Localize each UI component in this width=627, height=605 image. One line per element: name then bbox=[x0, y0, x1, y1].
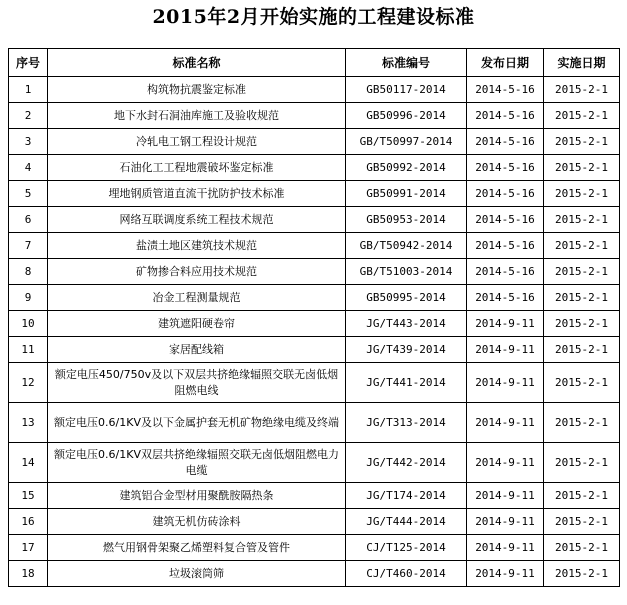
row-publish-date: 2014-5-16 bbox=[467, 103, 544, 129]
row-effective-date: 2015-2-1 bbox=[544, 337, 620, 363]
header-row bbox=[9, 49, 620, 77]
row-standard-code: CJ/T460-2014 bbox=[346, 561, 467, 587]
row-effective-date: 2015-2-1 bbox=[544, 311, 620, 337]
table-row bbox=[9, 259, 620, 285]
row-effective-date: 2015-2-1 bbox=[544, 561, 620, 587]
table-row bbox=[9, 535, 620, 561]
row-standard-name: 垃圾滚筒筛 bbox=[48, 561, 346, 587]
row-serial: 12 bbox=[9, 363, 48, 403]
row-standard-code: JG/T313-2014 bbox=[346, 403, 467, 443]
header-publish-date: 发布日期 bbox=[467, 49, 544, 77]
row-standard-name: 额定电压0.6/1KV及以下金属护套无机矿物绝缘电缆及终端 bbox=[48, 403, 346, 443]
row-effective-date: 2015-2-1 bbox=[544, 233, 620, 259]
table-row bbox=[9, 103, 620, 129]
row-publish-date: 2014-9-11 bbox=[467, 363, 544, 403]
header-effective-date: 实施日期 bbox=[544, 49, 620, 77]
row-standard-code: JG/T442-2014 bbox=[346, 443, 467, 483]
row-serial: 13 bbox=[9, 403, 48, 443]
row-effective-date: 2015-2-1 bbox=[544, 509, 620, 535]
row-serial: 17 bbox=[9, 535, 48, 561]
row-publish-date: 2014-9-11 bbox=[467, 509, 544, 535]
row-publish-date: 2014-9-11 bbox=[467, 337, 544, 363]
row-serial: 6 bbox=[9, 207, 48, 233]
row-effective-date: 2015-2-1 bbox=[544, 483, 620, 509]
row-standard-name: 盐渍土地区建筑技术规范 bbox=[48, 233, 346, 259]
row-standard-code: JG/T443-2014 bbox=[346, 311, 467, 337]
row-effective-date: 2015-2-1 bbox=[544, 77, 620, 103]
row-standard-code: JG/T444-2014 bbox=[346, 509, 467, 535]
row-publish-date: 2014-5-16 bbox=[467, 129, 544, 155]
row-publish-date: 2014-9-11 bbox=[467, 483, 544, 509]
row-standard-code: GB50991-2014 bbox=[346, 181, 467, 207]
row-publish-date: 2014-9-11 bbox=[467, 403, 544, 443]
row-standard-code: GB50995-2014 bbox=[346, 285, 467, 311]
table-row bbox=[9, 233, 620, 259]
row-effective-date: 2015-2-1 bbox=[544, 207, 620, 233]
row-serial: 15 bbox=[9, 483, 48, 509]
row-publish-date: 2014-5-16 bbox=[467, 259, 544, 285]
row-standard-code: GB/T50942-2014 bbox=[346, 233, 467, 259]
row-serial: 2 bbox=[9, 103, 48, 129]
row-standard-name: 冷轧电工钢工程设计规范 bbox=[48, 129, 346, 155]
row-standard-name: 地下水封石洞油库施工及验收规范 bbox=[48, 103, 346, 129]
row-publish-date: 2014-5-16 bbox=[467, 207, 544, 233]
row-publish-date: 2014-9-11 bbox=[467, 561, 544, 587]
header-standard-code: 标准编号 bbox=[346, 49, 467, 77]
header-standard-name: 标准名称 bbox=[48, 49, 346, 77]
row-standard-name: 燃气用钢骨架聚乙烯塑料复合管及管件 bbox=[48, 535, 346, 561]
row-standard-name: 石油化工工程地震破坏鉴定标准 bbox=[48, 155, 346, 181]
row-publish-date: 2014-9-11 bbox=[467, 535, 544, 561]
row-standard-code: CJ/T125-2014 bbox=[346, 535, 467, 561]
row-standard-name: 建筑无机仿砖涂料 bbox=[48, 509, 346, 535]
row-standard-name: 埋地钢质管道直流干扰防护技术标准 bbox=[48, 181, 346, 207]
page-title: 2015年2月开始实施的工程建设标准 bbox=[152, 6, 475, 28]
table-row bbox=[9, 77, 620, 103]
row-serial: 11 bbox=[9, 337, 48, 363]
row-standard-name: 建筑铝合金型材用聚酰胺隔热条 bbox=[48, 483, 346, 509]
row-standard-name: 网络互联调度系统工程技术规范 bbox=[48, 207, 346, 233]
row-standard-code: GB50953-2014 bbox=[346, 207, 467, 233]
table-row bbox=[9, 155, 620, 181]
row-serial: 4 bbox=[9, 155, 48, 181]
row-serial: 7 bbox=[9, 233, 48, 259]
row-effective-date: 2015-2-1 bbox=[544, 181, 620, 207]
table-row bbox=[9, 403, 620, 443]
table-row bbox=[9, 561, 620, 587]
row-standard-name: 建筑遮阳硬卷帘 bbox=[48, 311, 346, 337]
table-row bbox=[9, 129, 620, 155]
row-effective-date: 2015-2-1 bbox=[544, 129, 620, 155]
table-row bbox=[9, 483, 620, 509]
row-standard-code: JG/T441-2014 bbox=[346, 363, 467, 403]
row-publish-date: 2014-9-11 bbox=[467, 311, 544, 337]
row-standard-code: JG/T174-2014 bbox=[346, 483, 467, 509]
row-standard-name: 家居配线箱 bbox=[48, 337, 346, 363]
row-serial: 1 bbox=[9, 77, 48, 103]
row-serial: 3 bbox=[9, 129, 48, 155]
row-standard-code: GB/T51003-2014 bbox=[346, 259, 467, 285]
table-row bbox=[9, 363, 620, 403]
row-publish-date: 2014-9-11 bbox=[467, 443, 544, 483]
row-publish-date: 2014-5-16 bbox=[467, 77, 544, 103]
row-standard-code: GB50992-2014 bbox=[346, 155, 467, 181]
row-serial: 9 bbox=[9, 285, 48, 311]
row-serial: 14 bbox=[9, 443, 48, 483]
row-serial: 18 bbox=[9, 561, 48, 587]
table-row bbox=[9, 443, 620, 483]
row-publish-date: 2014-5-16 bbox=[467, 285, 544, 311]
row-serial: 16 bbox=[9, 509, 48, 535]
row-effective-date: 2015-2-1 bbox=[544, 103, 620, 129]
row-serial: 8 bbox=[9, 259, 48, 285]
row-effective-date: 2015-2-1 bbox=[544, 285, 620, 311]
row-effective-date: 2015-2-1 bbox=[544, 535, 620, 561]
row-serial: 5 bbox=[9, 181, 48, 207]
row-publish-date: 2014-5-16 bbox=[467, 181, 544, 207]
table-row bbox=[9, 311, 620, 337]
row-effective-date: 2015-2-1 bbox=[544, 403, 620, 443]
row-standard-name: 额定电压0.6/1KV双层共挤绝缘辐照交联无卤低烟阻燃电力电缆 bbox=[48, 443, 346, 483]
row-standard-code: GB/T50997-2014 bbox=[346, 129, 467, 155]
row-publish-date: 2014-5-16 bbox=[467, 155, 544, 181]
row-effective-date: 2015-2-1 bbox=[544, 363, 620, 403]
row-effective-date: 2015-2-1 bbox=[544, 259, 620, 285]
row-standard-name: 矿物掺合料应用技术规范 bbox=[48, 259, 346, 285]
row-standard-name: 冶金工程测量规范 bbox=[48, 285, 346, 311]
table-row bbox=[9, 509, 620, 535]
row-serial: 10 bbox=[9, 311, 48, 337]
table-row bbox=[9, 207, 620, 233]
table-row bbox=[9, 337, 620, 363]
table-row bbox=[9, 285, 620, 311]
table-row bbox=[9, 181, 620, 207]
row-standard-name: 构筑物抗震鉴定标准 bbox=[48, 77, 346, 103]
row-effective-date: 2015-2-1 bbox=[544, 155, 620, 181]
row-standard-name: 额定电压450/750v及以下双层共挤绝缘辐照交联无卤低烟阻燃电线 bbox=[48, 363, 346, 403]
row-standard-code: GB50996-2014 bbox=[346, 103, 467, 129]
header-serial: 序号 bbox=[9, 49, 48, 77]
row-standard-code: GB50117-2014 bbox=[346, 77, 467, 103]
row-effective-date: 2015-2-1 bbox=[544, 443, 620, 483]
standards-table bbox=[8, 48, 620, 587]
row-standard-code: JG/T439-2014 bbox=[346, 337, 467, 363]
row-publish-date: 2014-5-16 bbox=[467, 233, 544, 259]
